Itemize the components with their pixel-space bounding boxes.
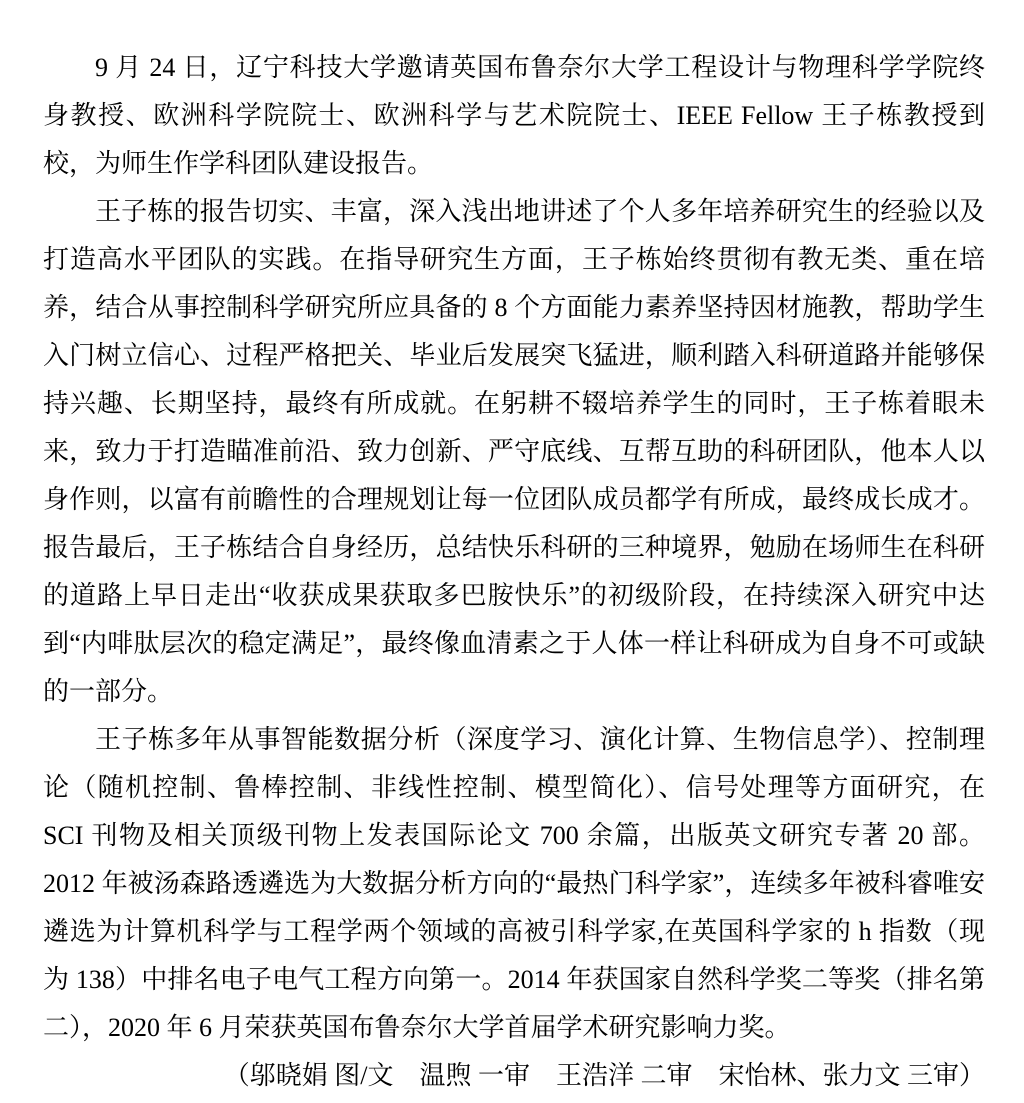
paragraph-visit-intro: 9 月 24 日，辽宁科技大学邀请英国布鲁奈尔大学工程设计与物理科学学院终身教授、欧洲科学院院士、欧洲科学与艺术院院士、IEEE Fellow 王子栋教授到校，为师生作学科团队建设报告。: [43, 53, 985, 178]
credit-line: （邬晓娟 图/文 温煦 一审 王浩洋 二审 宋怡林、张力文 三审）: [223, 1061, 985, 1090]
paragraph-professor-bio: 王子栋多年从事智能数据分析（深度学习、演化计算、生物信息学）、控制理论（随机控制、鲁棒控制、非线性控制、模型简化）、信号处理等方面研究，在 SCI 刊物及相关顶级刊物上发表国际论文 700 余篇，出版英文研究专著 20 部。2012 年被汤森路透遴选为大数据分析方向的“最热门科学家”，连续多年被科睿唯安遴选为计算机科学与工程学两个领域的高被引科学家,在英国科学家的 h 指数（现为 138）中排名电子电气工程方向第一。2014 年获国家自然科学奖二等奖（排名第二），2020 年 6 月荣获英国布鲁奈尔大学首届学术研究影响力奖。: [43, 725, 985, 1042]
paragraph-report-content: 王子栋的报告切实、丰富，深入浅出地讲述了个人多年培养研究生的经验以及打造高水平团队的实践。在指导研究生方面，王子栋始终贯彻有教无类、重在培养，结合从事控制科学研究所应具备的 8 个方面能力素养坚持因材施教，帮助学生入门树立信心、过程严格把关、毕业后发展突飞猛进，顺利踏入科研道路并能够保持兴趣、长期坚持，最终有所成就。在躬耕不辍培养学生的同时，王子栋着眼未来，致力于打造瞄准前沿、致力创新、严守底线、互帮互助的科研团队，他本人以身作则，以富有前瞻性的合理规划让每一位团队成员都学有所成，最终成长成才。报告最后，王子栋结合自身经历，总结快乐科研的三种境界，勉励在场师生在科研的道路上早日走出“收获成果获取多巴胺快乐”的初级阶段，在持续深入研究中达到“内啡肽层次的稳定满足”，最终像血清素之于人体一样让科研成为自身不可或缺的一部分。: [43, 197, 985, 706]
